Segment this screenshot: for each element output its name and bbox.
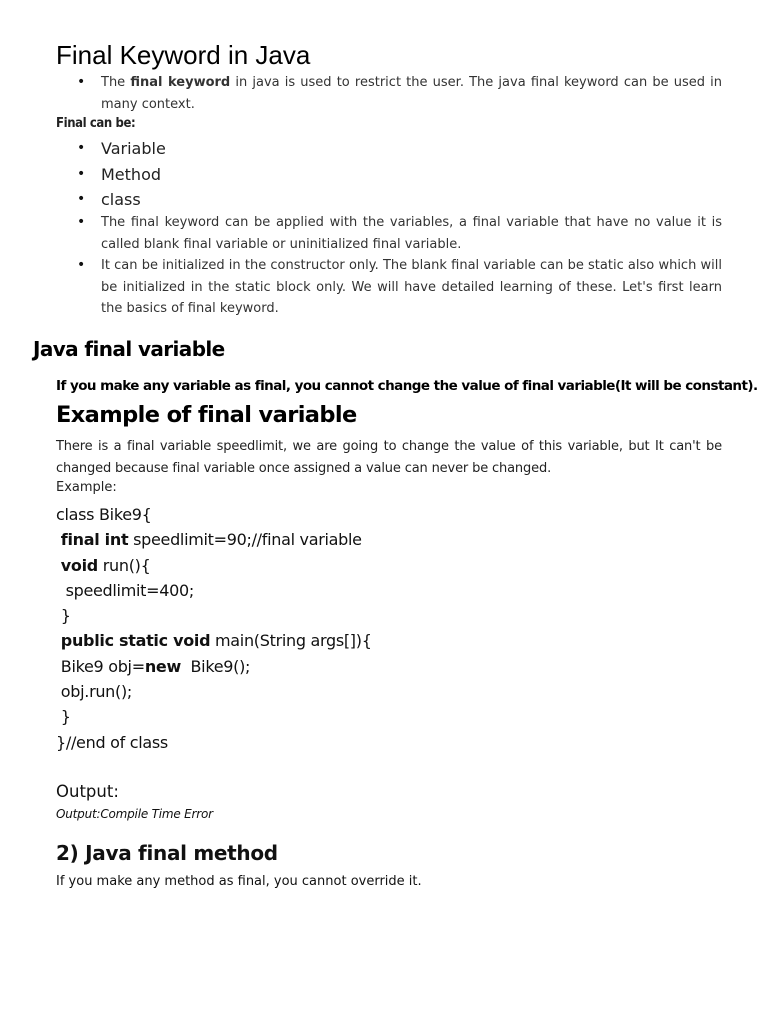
code-line <box>56 628 372 653</box>
code-keyword: void <box>60 555 98 575</box>
code-line <box>56 553 372 578</box>
intro-suffix: in java is used to restrict the user. The java final keyword can be used in many context. <box>101 75 722 112</box>
intro-prefix: The <box>101 75 131 90</box>
code-text: speedlimit=90;//final variable <box>128 530 362 550</box>
final-can-list <box>56 136 722 213</box>
code-text: Bike9(); <box>180 656 251 676</box>
java-final-variable-heading: Java final variable <box>33 337 225 361</box>
code-line <box>56 527 372 552</box>
intro-bullet <box>56 72 722 115</box>
code-line <box>56 578 372 603</box>
code-text: } <box>56 707 71 727</box>
code-line <box>56 502 372 527</box>
code-text: main(String args[]){ <box>210 631 372 651</box>
code-text: }//end of class <box>56 732 168 752</box>
output-heading: Output: <box>56 782 119 801</box>
code-text: obj.run(); <box>56 682 132 702</box>
code-block <box>56 502 372 755</box>
code-line <box>56 603 372 628</box>
intro-list <box>56 72 722 115</box>
example-description: There is a final variable speedlimit, we are going to change the value of this variable, but It can't be changed because final variable once assigned a value can never be changed. <box>56 439 722 476</box>
intro-bold-term: final keyword <box>130 75 231 90</box>
code-keyword: new <box>144 656 181 676</box>
code-line <box>56 704 372 729</box>
code-line <box>56 730 372 755</box>
java-final-method-heading: 2) Java final method <box>56 841 278 865</box>
final-can-be-label: Final can be: <box>56 116 136 131</box>
document-title: Final Keyword in Java <box>56 40 311 70</box>
list-item: • Method <box>56 162 722 188</box>
code-text: run(){ <box>97 555 151 575</box>
code-line <box>56 654 372 679</box>
code-text: Bike9 obj= <box>56 656 145 676</box>
code-line <box>56 679 372 704</box>
example-label: Example: <box>56 480 117 495</box>
note-item: • The final keyword can be applied with the variables, a final variable that have no value it is called blank final variable or uninitialized final variable. <box>56 212 722 255</box>
code-text: speedlimit=400; <box>56 580 194 600</box>
list-item: • class <box>56 187 722 213</box>
notes-list <box>56 212 722 320</box>
code-keyword: final int <box>60 530 129 550</box>
output-value: Output:Compile Time Error <box>56 807 213 821</box>
list-item: • Variable <box>56 136 722 162</box>
note-item: • It can be initialized in the constructor only. The blank final variable can be static also which will be initialized in the static block only. We will have detailed learning of these. Let's first learn the basics of final keyword. <box>56 255 722 320</box>
method-description: If you make any method as final, you cannot override it. <box>56 874 422 889</box>
final-variable-rule: If you make any variable as final, you cannot change the value of final variable(It will be constant). <box>56 378 758 394</box>
example-heading: Example of final variable <box>56 402 357 428</box>
code-text: class Bike9{ <box>56 505 152 524</box>
code-text: } <box>56 606 71 626</box>
code-keyword: public static void <box>60 631 211 651</box>
